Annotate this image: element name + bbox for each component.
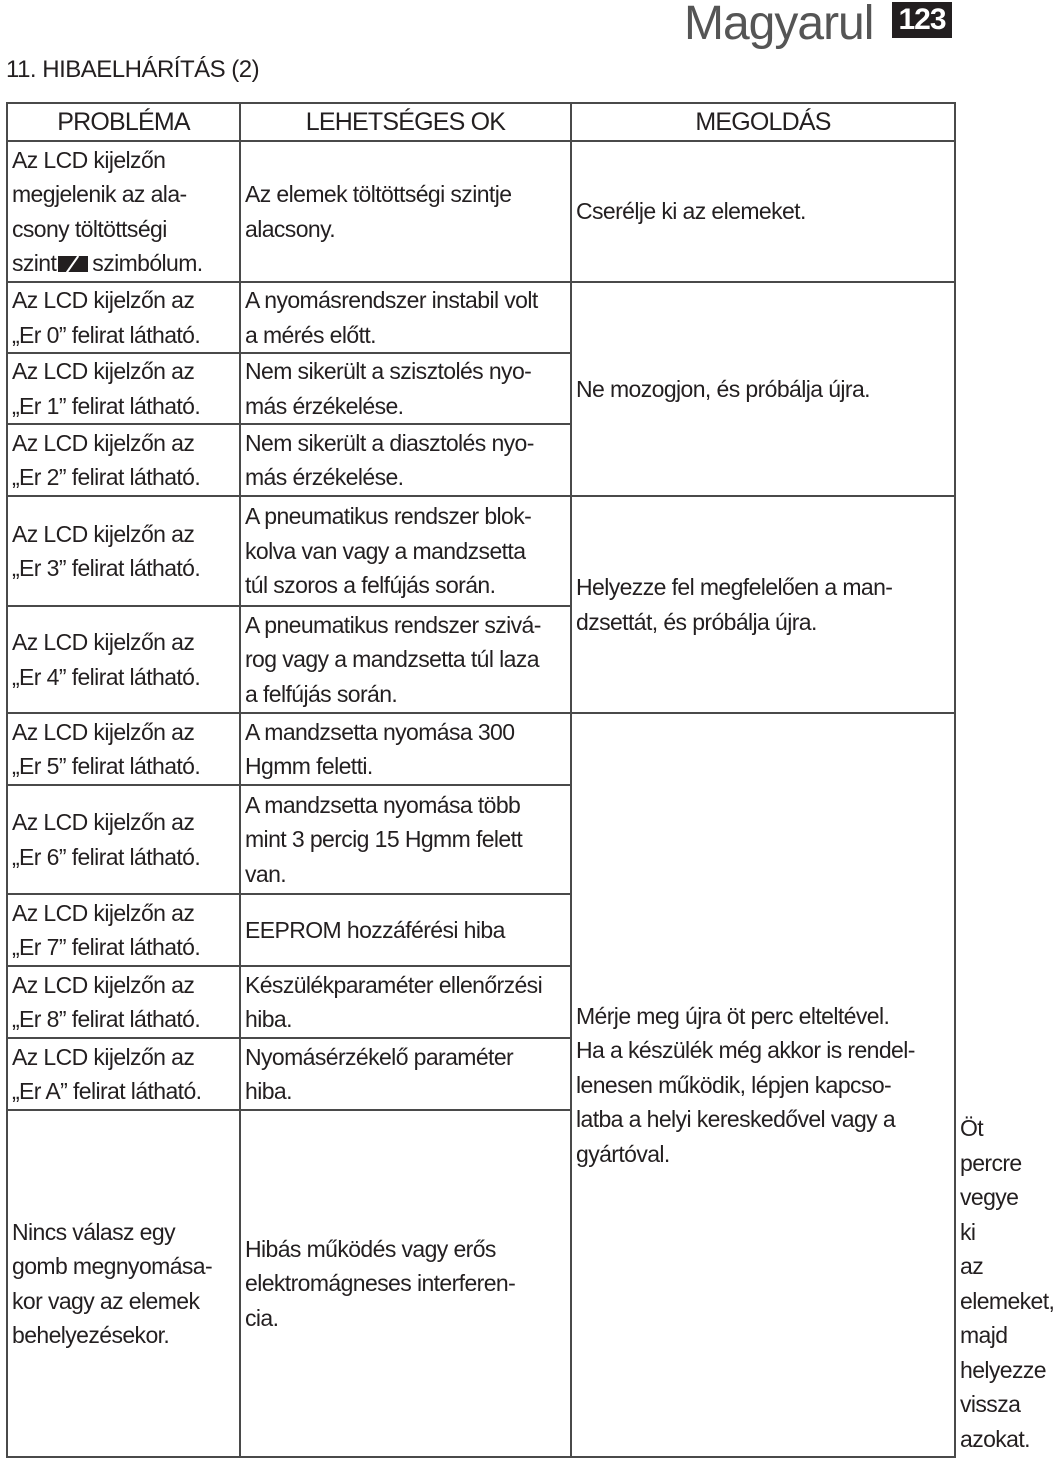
cause-cell: A nyomásrendszer instabil volt a mérés előtt. — [240, 282, 571, 353]
problem-cell: Nincs válasz egy gomb megnyomása- kor vagy az elemek behelyezésekor. — [7, 1110, 240, 1457]
table-row — [7, 141, 955, 282]
troubleshooting-table — [6, 102, 1054, 1458]
problem-cell: Az LCD kijelzőn az „Er 1” felirat látható. — [7, 353, 240, 424]
cause-cell: Hibás működés vagy erős elektromágneses interferen- cia. — [240, 1110, 571, 1457]
solution-cell: Ne mozogjon, és próbálja újra. — [571, 282, 955, 496]
cause-cell: A pneumatikus rendszer szivá- rog vagy a mandzsetta túl laza a felfújás során. — [240, 606, 571, 713]
cause-cell: A pneumatikus rendszer blok- kolva van vagy a mandzsetta túl szoros a felfújás során. — [240, 496, 571, 606]
cause-cell: Az elemek töltöttségi szintje alacsony. — [240, 141, 571, 282]
cause-cell: Nem sikerült a szisztolés nyo- más érzékelése. — [240, 353, 571, 424]
problem-cell — [7, 141, 240, 282]
problem-cell: Az LCD kijelzőn az „Er A” felirat látható. — [7, 1038, 240, 1110]
problem-cell: Az LCD kijelzőn az „Er 5” felirat látható. — [7, 713, 240, 785]
cause-cell: Nyomásérzékelő paraméter hiba. — [240, 1038, 571, 1110]
table-row — [7, 496, 955, 606]
column-header-cause: LEHETSÉGES OK — [240, 103, 571, 141]
problem-cell: Az LCD kijelzőn az „Er 4” felirat látható. — [7, 606, 240, 713]
problem-cell: Az LCD kijelzőn az „Er 7” felirat látható. — [7, 894, 240, 966]
solution-cell: Mérje meg újra öt perc elteltével. Ha a készülék még akkor is rendel- lenesen működik, lépjen kapcso- latba a helyi kereskedővel vagy a gyártóval. — [571, 713, 955, 1457]
cause-cell: A mandzsetta nyomása 300 Hgmm feletti. — [240, 713, 571, 785]
section-title: 11. HIBAELHÁRÍTÁS (2) — [6, 56, 260, 83]
problem-cell: Az LCD kijelzőn az „Er 2” felirat látható. — [7, 424, 240, 496]
problem-text: Az LCD kijelzőn megjelenik az ala- csony töltöttségi — [12, 146, 187, 242]
low-battery-icon — [58, 256, 88, 272]
problem-text-tail: szint — [12, 250, 57, 276]
column-header-solution: MEGOLDÁS — [571, 103, 955, 141]
table-header-row — [7, 103, 955, 141]
solution-cell: Helyezze fel megfelelően a man- dzsettát, és próbálja újra. — [571, 496, 955, 713]
problem-cell: Az LCD kijelzőn az „Er 6” felirat látható. — [7, 785, 240, 894]
problem-cell: Az LCD kijelzőn az „Er 8” felirat látható. — [7, 966, 240, 1038]
table-row: Nincs válasz egy gomb megnyomása- kor vagy az elemek behelyezésekor. Hibás működés vagy erős elektromágneses interferen- cia. Öt percre vegye ki az elemeket, majd helyezze vissza azokat. — [7, 1110, 955, 1457]
page-number-badge: 123 — [892, 2, 952, 38]
solution-cell: Cserélje ki az elemeket. — [571, 141, 955, 282]
problem-cell: Az LCD kijelzőn az „Er 3” felirat látható. — [7, 496, 240, 606]
cause-cell: A mandzsetta nyomása több mint 3 percig 15 Hgmm felett van. — [240, 785, 571, 894]
cause-cell: Nem sikerült a diasztolés nyo- más érzékelése. — [240, 424, 571, 496]
language-label: Magyarul — [684, 0, 874, 50]
column-header-problem: PROBLÉMA — [7, 103, 240, 141]
cause-cell: Készülékparaméter ellenőrzési hiba. — [240, 966, 571, 1038]
problem-cell: Az LCD kijelzőn az „Er 0” felirat látható. — [7, 282, 240, 353]
table-row — [7, 713, 955, 785]
cause-cell: EEPROM hozzáférési hiba — [240, 894, 571, 966]
problem-text-tail: szimbólum. — [92, 250, 203, 276]
table-row — [7, 282, 955, 353]
